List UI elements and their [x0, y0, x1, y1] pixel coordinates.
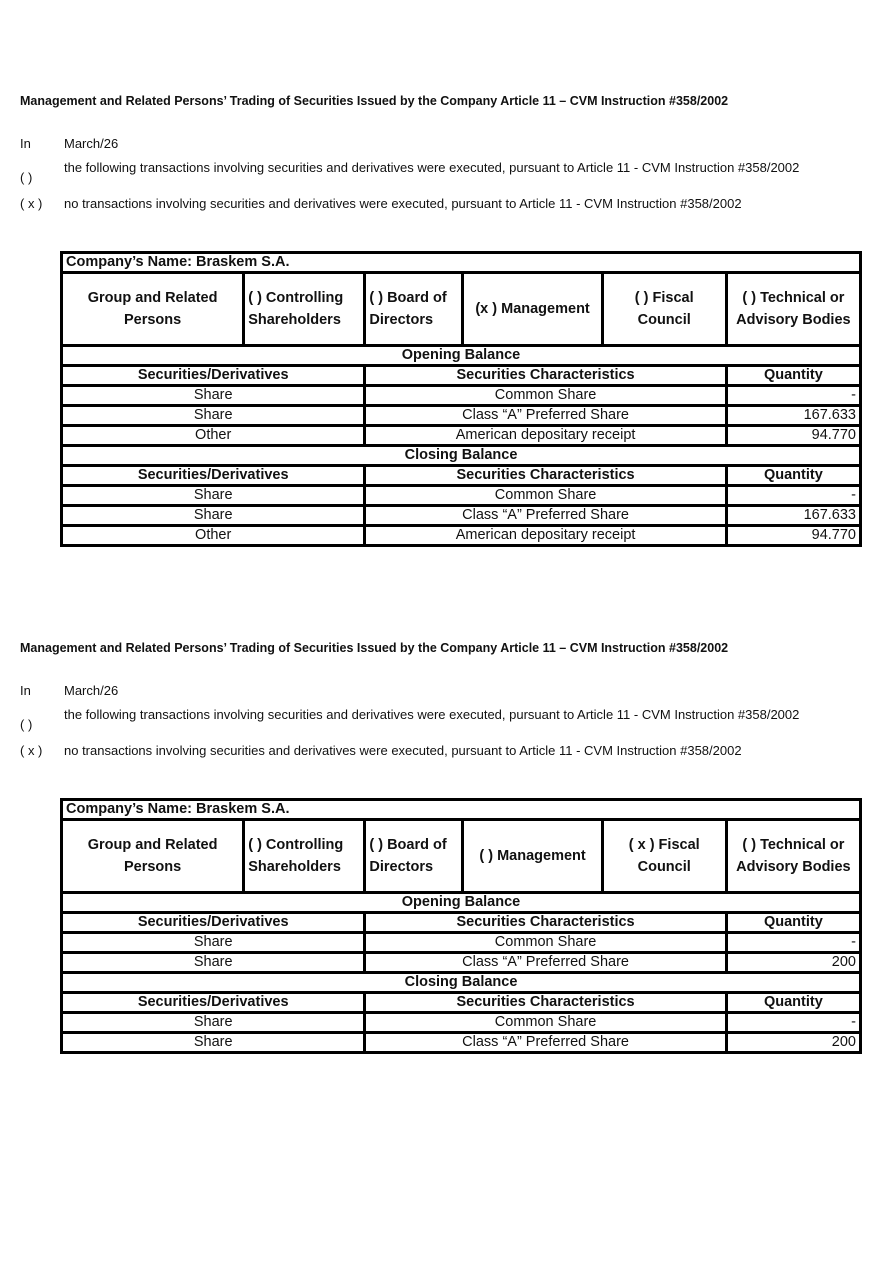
table-row	[62, 486, 861, 506]
option-no-transactions-mark: ( x )	[20, 196, 43, 211]
cell-characteristic: Class “A” Preferred Share	[365, 953, 726, 973]
cell-quantity: 200	[726, 953, 860, 973]
closing-column-headers	[62, 993, 861, 1013]
securities-table-2	[60, 798, 862, 1054]
opening-balance-title-row	[62, 346, 861, 366]
group-fiscal-council: ( x ) Fiscal Council	[602, 820, 726, 893]
company-name: Company’s Name: Braskem S.A.	[62, 800, 861, 820]
option-no-transactions-text: no transactions involving securities and derivatives were executed, pursuant to Article 11 - CVM Instruction #358/2002	[64, 743, 742, 758]
company-row	[62, 800, 861, 820]
col-quantity: Quantity	[726, 466, 860, 486]
col-securities-derivatives: Securities/Derivatives	[62, 366, 365, 386]
opening-column-headers	[62, 913, 861, 933]
cell-quantity: -	[726, 933, 860, 953]
table-row	[62, 386, 861, 406]
cell-security: Share	[62, 406, 365, 426]
col-securities-characteristics: Securities Characteristics	[365, 466, 726, 486]
cell-characteristic: Common Share	[365, 1013, 726, 1033]
cell-characteristic: American depositary receipt	[365, 526, 726, 546]
cell-characteristic: Common Share	[365, 933, 726, 953]
group-board-of-directors: ( ) Board of Directors	[365, 273, 463, 346]
group-management: ( ) Management	[463, 820, 602, 893]
col-securities-derivatives: Securities/Derivatives	[62, 913, 365, 933]
group-controlling-shareholders: ( ) Controlling Shareholders	[244, 820, 365, 893]
option-transactions-mark: ( )	[20, 170, 33, 185]
cell-quantity: 167.633	[726, 506, 860, 526]
col-quantity: Quantity	[726, 993, 860, 1013]
group-row	[62, 820, 861, 893]
group-row	[62, 273, 861, 346]
company-row	[62, 253, 861, 273]
table-row	[62, 426, 861, 446]
in-label: In	[20, 136, 31, 151]
cell-security: Share	[62, 386, 365, 406]
col-quantity: Quantity	[726, 366, 860, 386]
cell-quantity: 200	[726, 1033, 860, 1053]
company-name: Company’s Name: Braskem S.A.	[62, 253, 861, 273]
report-period-block-1	[20, 134, 865, 214]
cell-quantity: 94.770	[726, 526, 860, 546]
cell-characteristic: Class “A” Preferred Share	[365, 406, 726, 426]
securities-table-1	[60, 251, 862, 547]
option-transactions-mark: ( )	[20, 717, 33, 732]
report-heading: Management and Related Persons’ Trading of Securities Issued by the Company Article 11 – CVM Instruction #358/2002	[20, 641, 729, 655]
in-label: In	[20, 683, 31, 698]
cell-quantity: 94.770	[726, 426, 860, 446]
closing-balance-title: Closing Balance	[62, 446, 861, 466]
group-board-of-directors: ( ) Board of Directors	[365, 820, 463, 893]
cell-quantity: -	[726, 486, 860, 506]
cell-characteristic: American depositary receipt	[365, 426, 726, 446]
closing-balance-title: Closing Balance	[62, 973, 861, 993]
period-value: March/26	[64, 136, 119, 151]
col-securities-derivatives: Securities/Derivatives	[62, 993, 365, 1013]
col-securities-characteristics: Securities Characteristics	[365, 993, 726, 1013]
table-row	[62, 526, 861, 546]
opening-balance-title: Opening Balance	[62, 893, 861, 913]
group-controlling-shareholders: ( ) Controlling Shareholders	[244, 273, 365, 346]
table-row	[62, 1013, 861, 1033]
group-fiscal-council: ( ) Fiscal Council	[602, 273, 726, 346]
col-securities-characteristics: Securities Characteristics	[365, 913, 726, 933]
col-securities-derivatives: Securities/Derivatives	[62, 466, 365, 486]
cell-characteristic: Common Share	[365, 486, 726, 506]
cell-security: Share	[62, 953, 365, 973]
period-value: March/26	[64, 683, 119, 698]
group-related-persons: Group and Related Persons	[62, 820, 244, 893]
col-quantity: Quantity	[726, 913, 860, 933]
group-technical-advisory: ( ) Technical or Advisory Bodies	[726, 820, 860, 893]
option-no-transactions-row	[20, 194, 865, 214]
option-transactions-row	[20, 158, 865, 188]
closing-balance-title-row	[62, 973, 861, 993]
table-row	[62, 933, 861, 953]
report-header-2	[20, 640, 865, 656]
option-transactions-row	[20, 705, 865, 735]
option-no-transactions-row	[20, 741, 865, 761]
cell-characteristic: Class “A” Preferred Share	[365, 1033, 726, 1053]
closing-balance-title-row	[62, 446, 861, 466]
table-row	[62, 953, 861, 973]
cell-security: Share	[62, 933, 365, 953]
cell-characteristic: Class “A” Preferred Share	[365, 506, 726, 526]
cell-security: Share	[62, 1033, 365, 1053]
period-row	[20, 681, 865, 701]
cell-security: Other	[62, 426, 365, 446]
opening-column-headers	[62, 366, 861, 386]
closing-column-headers	[62, 466, 861, 486]
group-management: (x ) Management	[463, 273, 602, 346]
report-period-block-2	[20, 681, 865, 761]
cell-quantity: 167.633	[726, 406, 860, 426]
option-transactions-text: the following transactions involving securities and derivatives were executed, pursuant to Article 11 - CVM Instruction #358/2002	[64, 707, 800, 722]
cell-quantity: -	[726, 386, 860, 406]
report-header-1	[20, 93, 865, 109]
cell-security: Share	[62, 1013, 365, 1033]
option-no-transactions-mark: ( x )	[20, 743, 43, 758]
report-heading: Management and Related Persons’ Trading of Securities Issued by the Company Article 11 – CVM Instruction #358/2002	[20, 94, 729, 108]
opening-balance-title-row	[62, 893, 861, 913]
table-row	[62, 1033, 861, 1053]
group-technical-advisory: ( ) Technical or Advisory Bodies	[726, 273, 860, 346]
cell-quantity: -	[726, 1013, 860, 1033]
option-transactions-text: the following transactions involving securities and derivatives were executed, pursuant to Article 11 - CVM Instruction #358/2002	[64, 160, 800, 175]
cell-security: Share	[62, 506, 365, 526]
option-no-transactions-text: no transactions involving securities and derivatives were executed, pursuant to Article 11 - CVM Instruction #358/2002	[64, 196, 742, 211]
cell-security: Share	[62, 486, 365, 506]
opening-balance-title: Opening Balance	[62, 346, 861, 366]
period-row	[20, 134, 865, 154]
group-related-persons: Group and Related Persons	[62, 273, 244, 346]
cell-security: Other	[62, 526, 365, 546]
cell-characteristic: Common Share	[365, 386, 726, 406]
table-row	[62, 506, 861, 526]
col-securities-characteristics: Securities Characteristics	[365, 366, 726, 386]
table-row	[62, 406, 861, 426]
